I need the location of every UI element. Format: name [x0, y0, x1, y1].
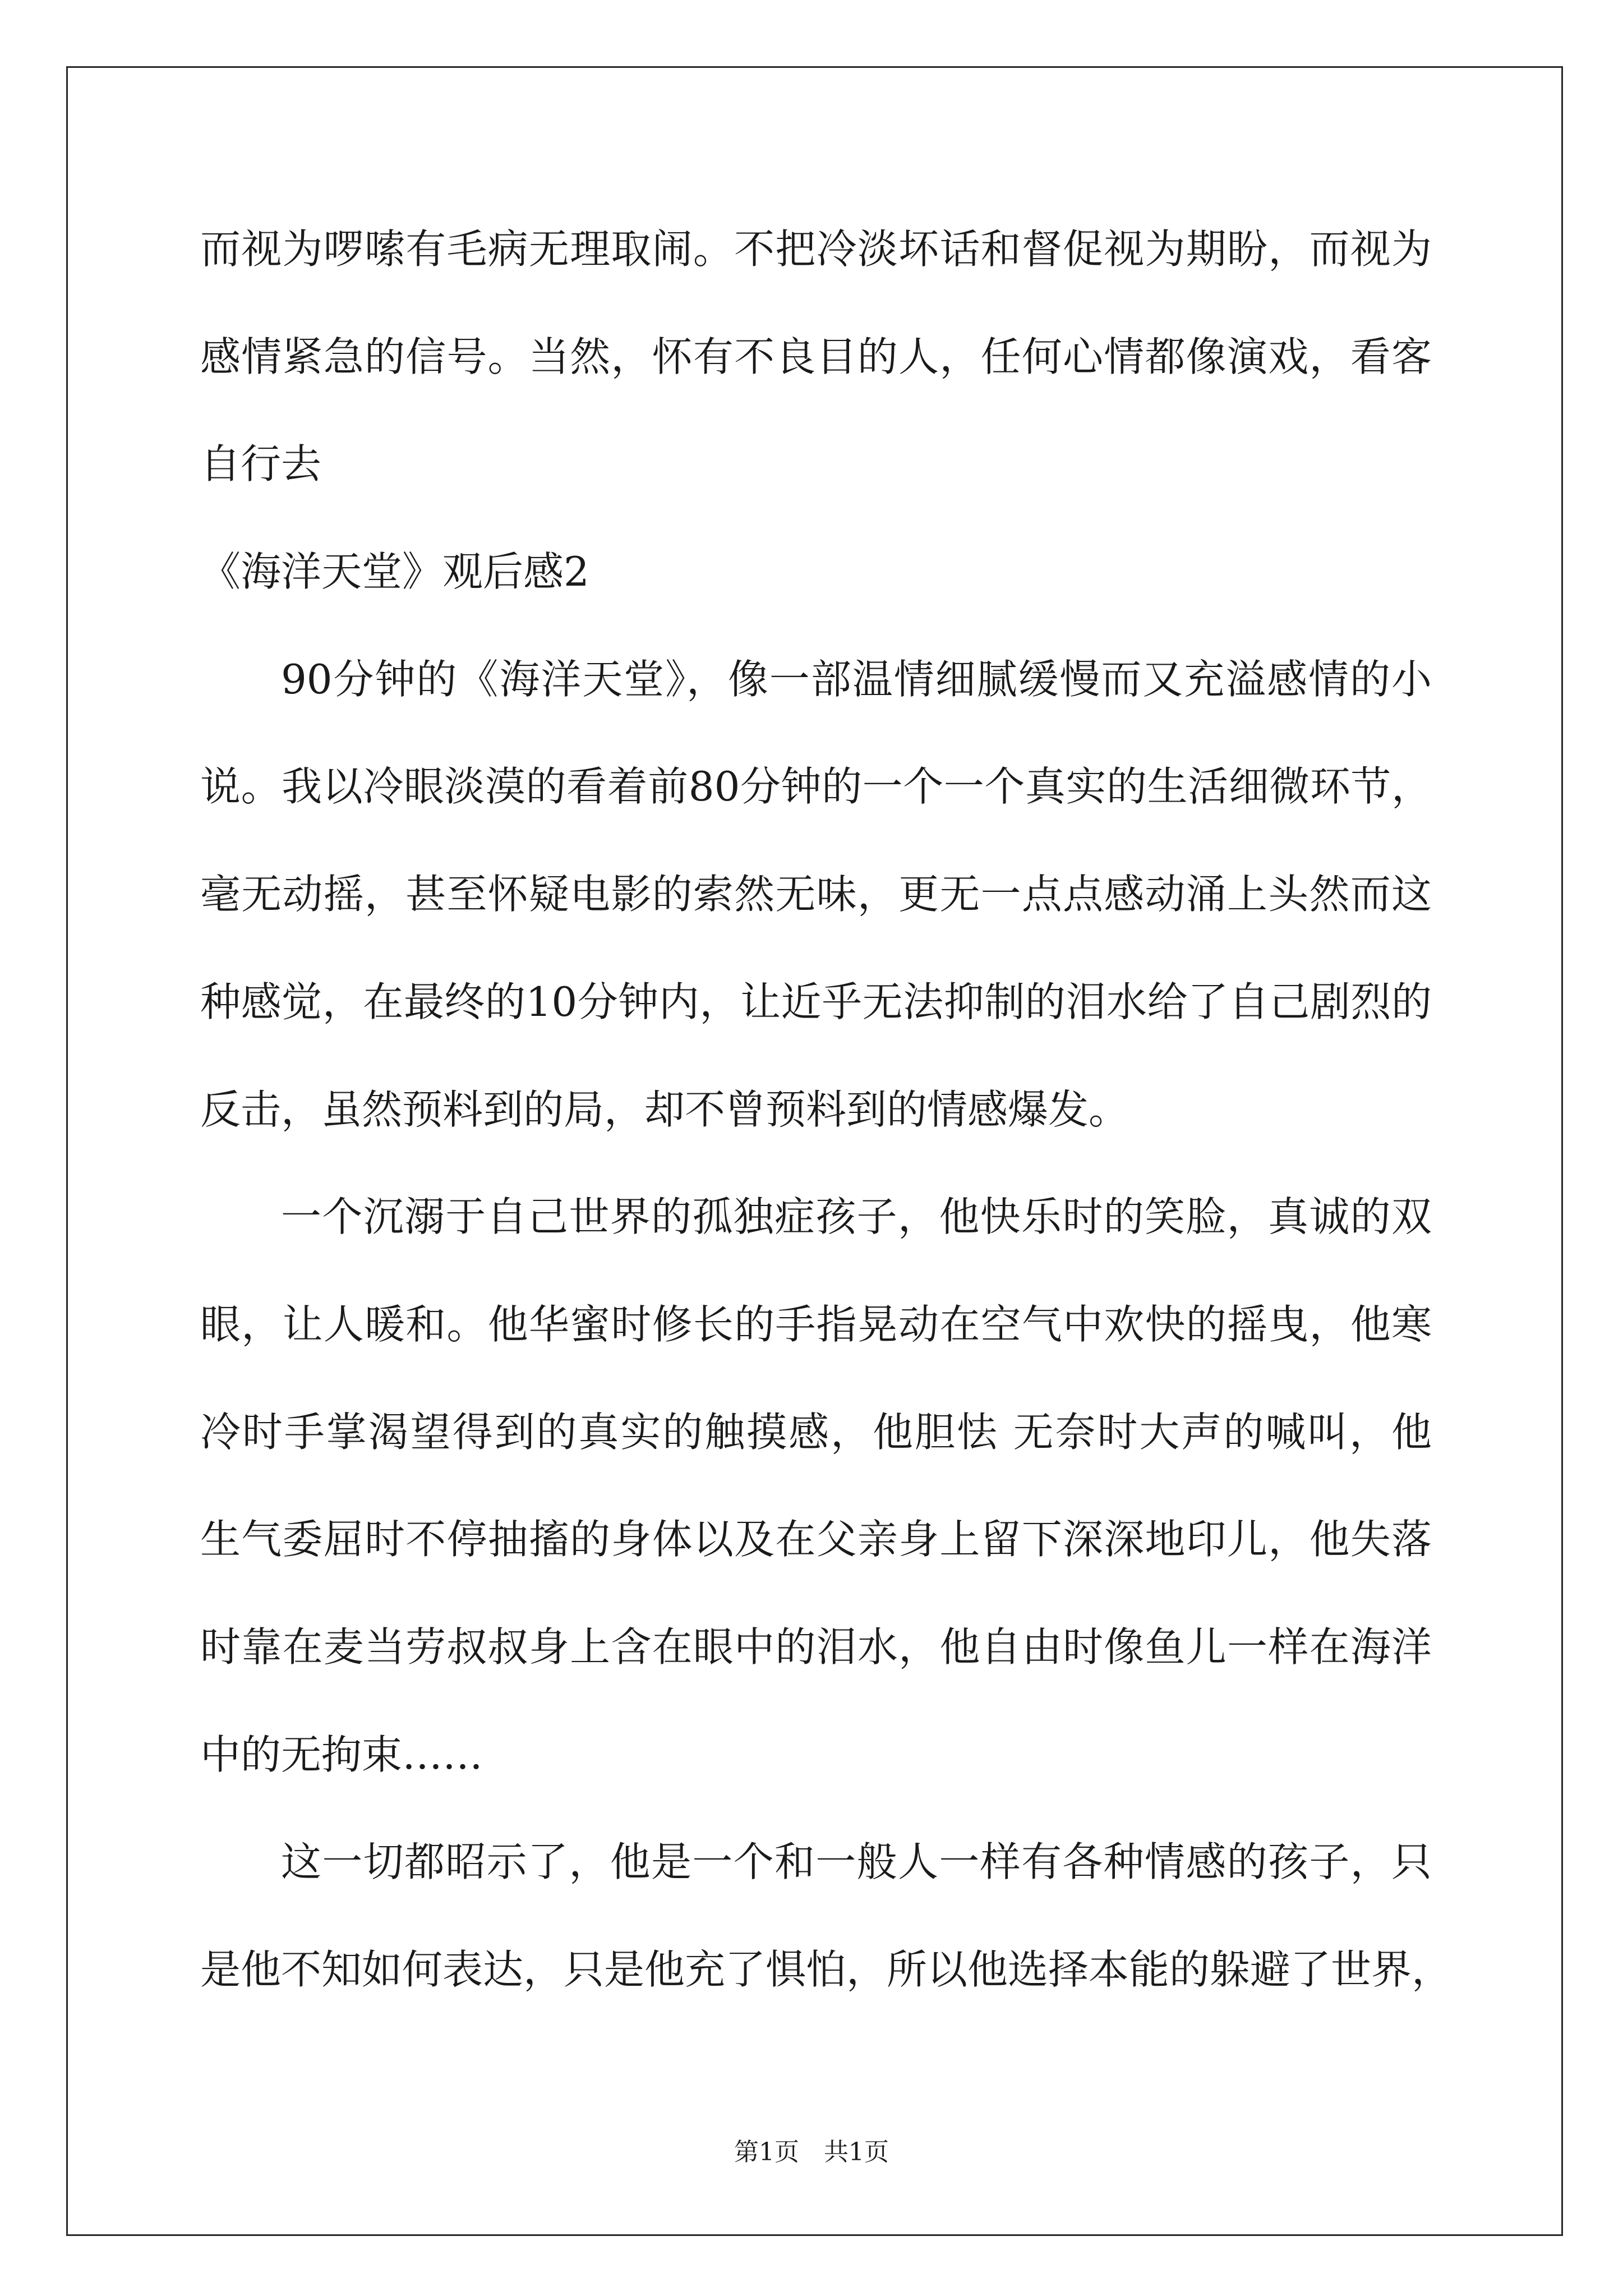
text-line: 反击，虽然预料到的局，却不曾预料到的情感爆发。: [200, 1085, 1129, 1133]
paragraph: [200, 626, 1432, 1163]
text-line: 说。我以冷眼淡漠的看着前80分钟的一个一个真实的生活细微环节，: [200, 763, 1432, 811]
paragraph: [200, 1163, 1432, 1809]
text-line: 感情紧急的信号。当然，怀有不良目的人，任何心情都像演戏，看客: [200, 333, 1432, 380]
text-line: 这一切都昭示了，他是一个和一般人一样有各种情感的孩子，只: [281, 1838, 1432, 1886]
continued-paragraph: [200, 196, 1432, 518]
text-line: 自行去: [200, 440, 322, 488]
page-number-label: 第1页 共1页: [734, 2138, 889, 2166]
page-footer: [0, 2136, 1623, 2169]
document-body: [200, 196, 1453, 2024]
text-line: 时靠在麦当劳叔叔身上含在眼中的泪水，他自由时像鱼儿一样在海洋: [200, 1623, 1432, 1671]
text-line: 90分钟的《海洋天堂》，像一部温情细腻缓慢而又充溢感情的小: [281, 655, 1432, 703]
paragraph: [200, 1809, 1453, 2023]
text-line: 毫无动摇，甚至怀疑电影的索然无味，更无一点点感动涌上头然而这: [200, 871, 1432, 918]
text-line: 中的无拘束……: [200, 1731, 483, 1778]
text-line: 眼，让人暖和。他华蜜时修长的手指晃动在空气中欢快的摇曳，他寒: [200, 1300, 1432, 1348]
text-line: 一个沉溺于自己世界的孤独症孩子，他快乐时的笑脸，真诚的双: [281, 1193, 1432, 1241]
text-line: 生气委屈时不停抽搐的身体以及在父亲身上留下深深地印儿，他失落: [200, 1516, 1432, 1563]
text-line: 是他不知如何表达，只是他充了惧怕，所以他选择本能的躲避了世界，: [200, 1946, 1453, 1993]
section-title: 《海洋天堂》观后感2: [200, 548, 589, 596]
text-line: 种感觉，在最终的10分钟内，让近乎无法抑制的泪水给了自己剧烈的: [200, 978, 1432, 1025]
text-line: 冷时手掌渴望得到的真实的触摸感，他胆怯 无奈时大声的喊叫，他: [200, 1408, 1432, 1456]
text-line: 而视为啰嗦有毛病无理取闹。不把冷淡坏话和督促视为期盼，而视为: [200, 226, 1432, 273]
section-title-block: [200, 518, 1432, 626]
